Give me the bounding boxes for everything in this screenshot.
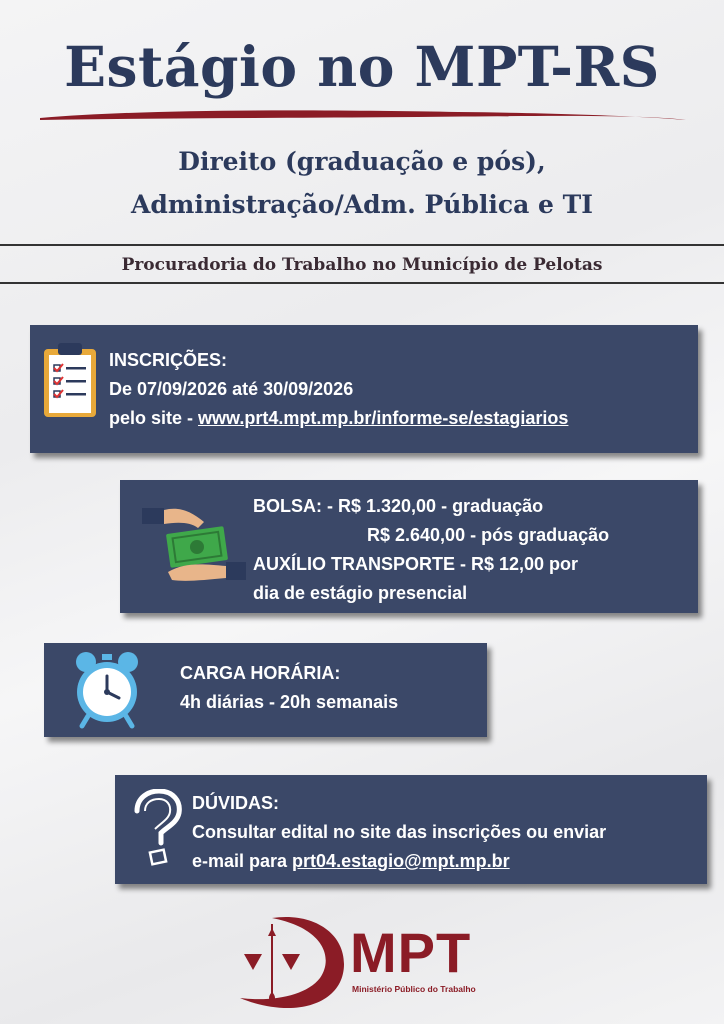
alarm-clock-icon: [72, 650, 142, 730]
clipboard-checklist-icon: [42, 343, 98, 419]
carga-hours: 4h diárias - 20h semanais: [180, 692, 399, 712]
inscricoes-heading: INSCRIÇÕES:: [109, 350, 228, 370]
mpt-logo-emblem-icon: [232, 912, 350, 1012]
inscricoes-site-link[interactable]: www.prt4.mpt.mp.br/informe-se/estagiarios: [198, 408, 569, 428]
question-mark-icon: [129, 789, 185, 869]
bolsa-card: [120, 480, 698, 613]
subtitle-courses: Direito (graduação e pós),: [178, 147, 546, 176]
duvidas-card: [115, 775, 707, 884]
auxilio-transporte-detail: dia de estágio presencial: [253, 583, 468, 603]
inscricoes-site-prefix: pelo site -: [109, 408, 199, 428]
duvidas-instructions: Consultar edital no site das inscrições ou enviar: [192, 822, 607, 842]
page-title: Estágio no MPT-RS: [64, 34, 660, 99]
divider-bottom: [0, 282, 724, 284]
mpt-logo-name: Ministério Público do Trabalho: [352, 984, 476, 994]
title-underline: [38, 104, 688, 126]
duvidas-heading: DÚVIDAS:: [192, 793, 280, 813]
procuradoria-label: Procuradoria do Trabalho no Município de Pelotas: [121, 255, 603, 275]
auxilio-transporte: AUXÍLIO TRANSPORTE - R$ 12,00 por: [253, 554, 579, 574]
subtitle-areas: Administração/Adm. Pública e TI: [131, 190, 593, 219]
inscricoes-dates: De 07/09/2026 até 30/09/2026: [109, 379, 354, 399]
mpt-logo-acronym: MPT: [350, 921, 472, 984]
bolsa-graduacao: BOLSA: - R$ 1.320,00 - graduação: [253, 496, 544, 516]
divider-top: [0, 244, 724, 246]
money-handover-icon: [130, 500, 252, 592]
bolsa-pos-graduacao: R$ 2.640,00 - pós graduação: [367, 525, 610, 545]
carga-heading: CARGA HORÁRIA:: [180, 663, 341, 683]
carga-horaria-card: [44, 643, 487, 737]
inscricoes-card: [30, 325, 698, 453]
duvidas-email-prefix: e-mail para: [192, 851, 293, 871]
duvidas-email-link[interactable]: prt04.estagio@mpt.mp.br: [292, 851, 510, 871]
